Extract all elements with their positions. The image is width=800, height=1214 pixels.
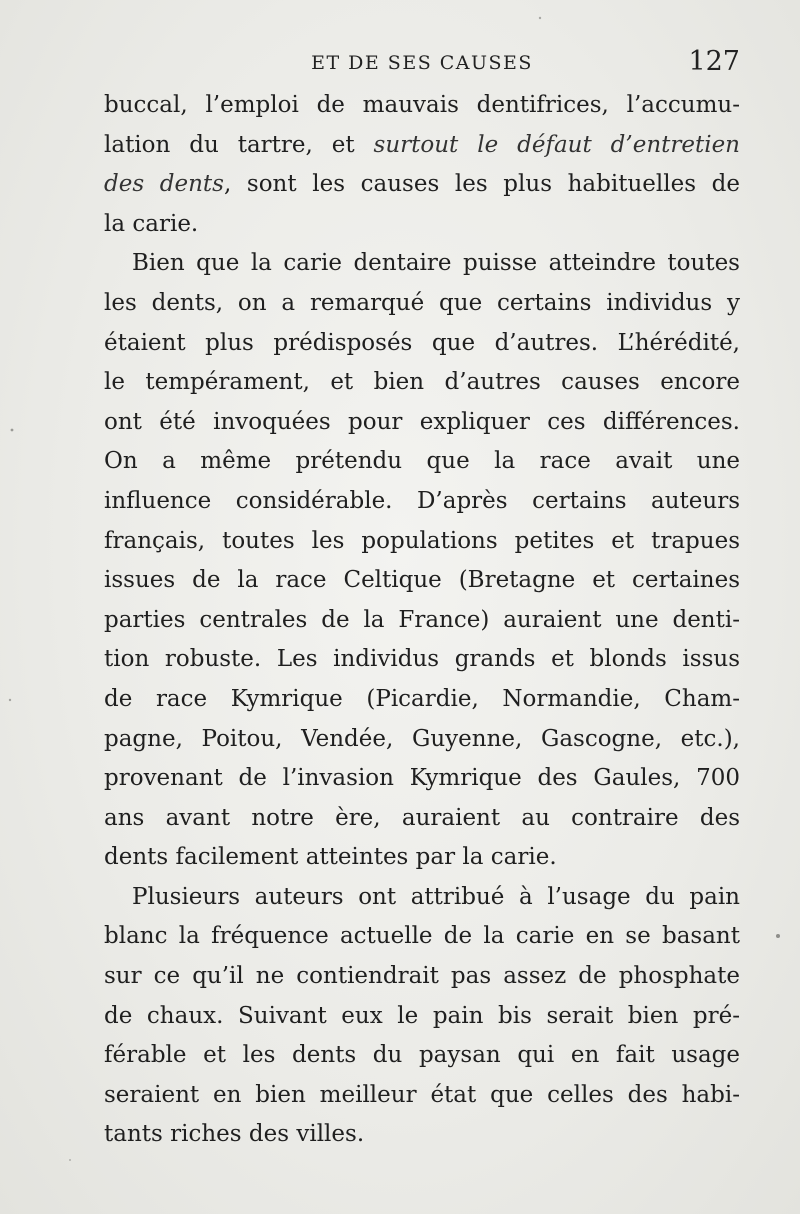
running-title: ET DE SES CAUSES bbox=[311, 52, 533, 74]
text-line bbox=[104, 284, 740, 324]
text-line bbox=[104, 720, 740, 760]
text-line bbox=[104, 1036, 740, 1076]
running-head bbox=[104, 46, 740, 86]
paragraph bbox=[104, 878, 740, 1155]
page-number: 127 bbox=[688, 46, 740, 77]
text-line bbox=[104, 522, 740, 562]
text-segment: la carie. bbox=[104, 210, 199, 237]
text-segment: influence considérable. D’après certains auteurs bbox=[104, 487, 740, 514]
italic-text: des dents bbox=[104, 171, 224, 198]
text-line bbox=[104, 324, 740, 364]
text-line bbox=[104, 561, 740, 601]
text-line bbox=[104, 1115, 740, 1155]
text-segment: français, toutes les populations petites et trapues bbox=[104, 527, 740, 554]
text-line bbox=[104, 640, 740, 680]
text-segment: le tempérament, et bien d’autres causes encore bbox=[104, 369, 740, 396]
text-line bbox=[104, 799, 740, 839]
text-segment: tants riches des villes. bbox=[104, 1121, 365, 1148]
text-segment: parties centrales de la France) auraient une denti- bbox=[104, 606, 740, 633]
text-line bbox=[104, 759, 740, 799]
text-line bbox=[104, 165, 740, 205]
text-segment: tion robuste. Les individus grands et blonds issus bbox=[104, 646, 740, 673]
text-segment: Bien que la carie dentaire puisse atteindre toutes bbox=[132, 250, 740, 277]
text-segment: buccal, l’emploi de mauvais dentifrices, l’accumu- bbox=[104, 92, 740, 118]
italic-text: surtout le défaut d’entretien bbox=[373, 131, 740, 158]
text-line bbox=[104, 244, 740, 284]
text-line bbox=[104, 482, 740, 522]
text-segment: On a même prétendu que la race avait une bbox=[104, 448, 740, 475]
text-line bbox=[104, 997, 740, 1037]
text-segment: Plusieurs auteurs ont attribué à l’usage du pain bbox=[132, 883, 740, 910]
text-line bbox=[104, 403, 740, 443]
text-segment: ans avant notre ère, auraient au contraire des bbox=[104, 804, 740, 831]
text-line bbox=[104, 1076, 740, 1116]
text-segment: pagne, Poitou, Vendée, Guyenne, Gascogne, etc.), bbox=[104, 725, 740, 752]
text-segment: les dents, on a remarqué que certains individus y bbox=[104, 289, 740, 316]
text-line bbox=[104, 363, 740, 403]
text-segment: provenant de l’invasion Kymrique des Gaules, 700 bbox=[104, 765, 740, 792]
paragraph bbox=[104, 86, 740, 244]
text-line bbox=[104, 838, 740, 878]
text-line bbox=[104, 680, 740, 720]
text-segment: férable et les dents du paysan qui en fait usage bbox=[104, 1042, 740, 1069]
text-segment: , sont les causes les plus habituelles de bbox=[223, 171, 740, 198]
text-segment: issues de la race Celtique (Bretagne et certaines bbox=[104, 567, 740, 594]
text-line bbox=[104, 878, 740, 918]
text-segment: dents facilement atteintes par la carie. bbox=[104, 844, 557, 871]
text-segment: lation du tartre, et bbox=[104, 131, 374, 158]
text-segment: de race Kymrique (Picardie, Normandie, Cham- bbox=[104, 685, 740, 712]
paragraph bbox=[104, 244, 740, 878]
text-segment: ont été invoquées pour expliquer ces différences. bbox=[104, 408, 740, 435]
text-segment: sur ce qu’il ne contiendrait pas assez de phosphate bbox=[104, 963, 740, 990]
text-line bbox=[104, 957, 740, 997]
text-segment: blanc la fréquence actuelle de la carie en se basant bbox=[104, 923, 740, 950]
body-text bbox=[104, 86, 740, 1155]
text-segment: étaient plus prédisposés que d’autres. L’hérédité, bbox=[104, 329, 740, 356]
text-segment: de chaux. Suivant eux le pain bis serait bien pré- bbox=[104, 1002, 740, 1029]
text-line bbox=[104, 601, 740, 641]
text-line bbox=[104, 205, 740, 245]
text-line bbox=[104, 917, 740, 957]
text-line bbox=[104, 86, 740, 126]
text-line bbox=[104, 442, 740, 482]
text-line bbox=[104, 126, 740, 166]
text-segment: seraient en bien meilleur état que celles des habi- bbox=[104, 1081, 740, 1108]
